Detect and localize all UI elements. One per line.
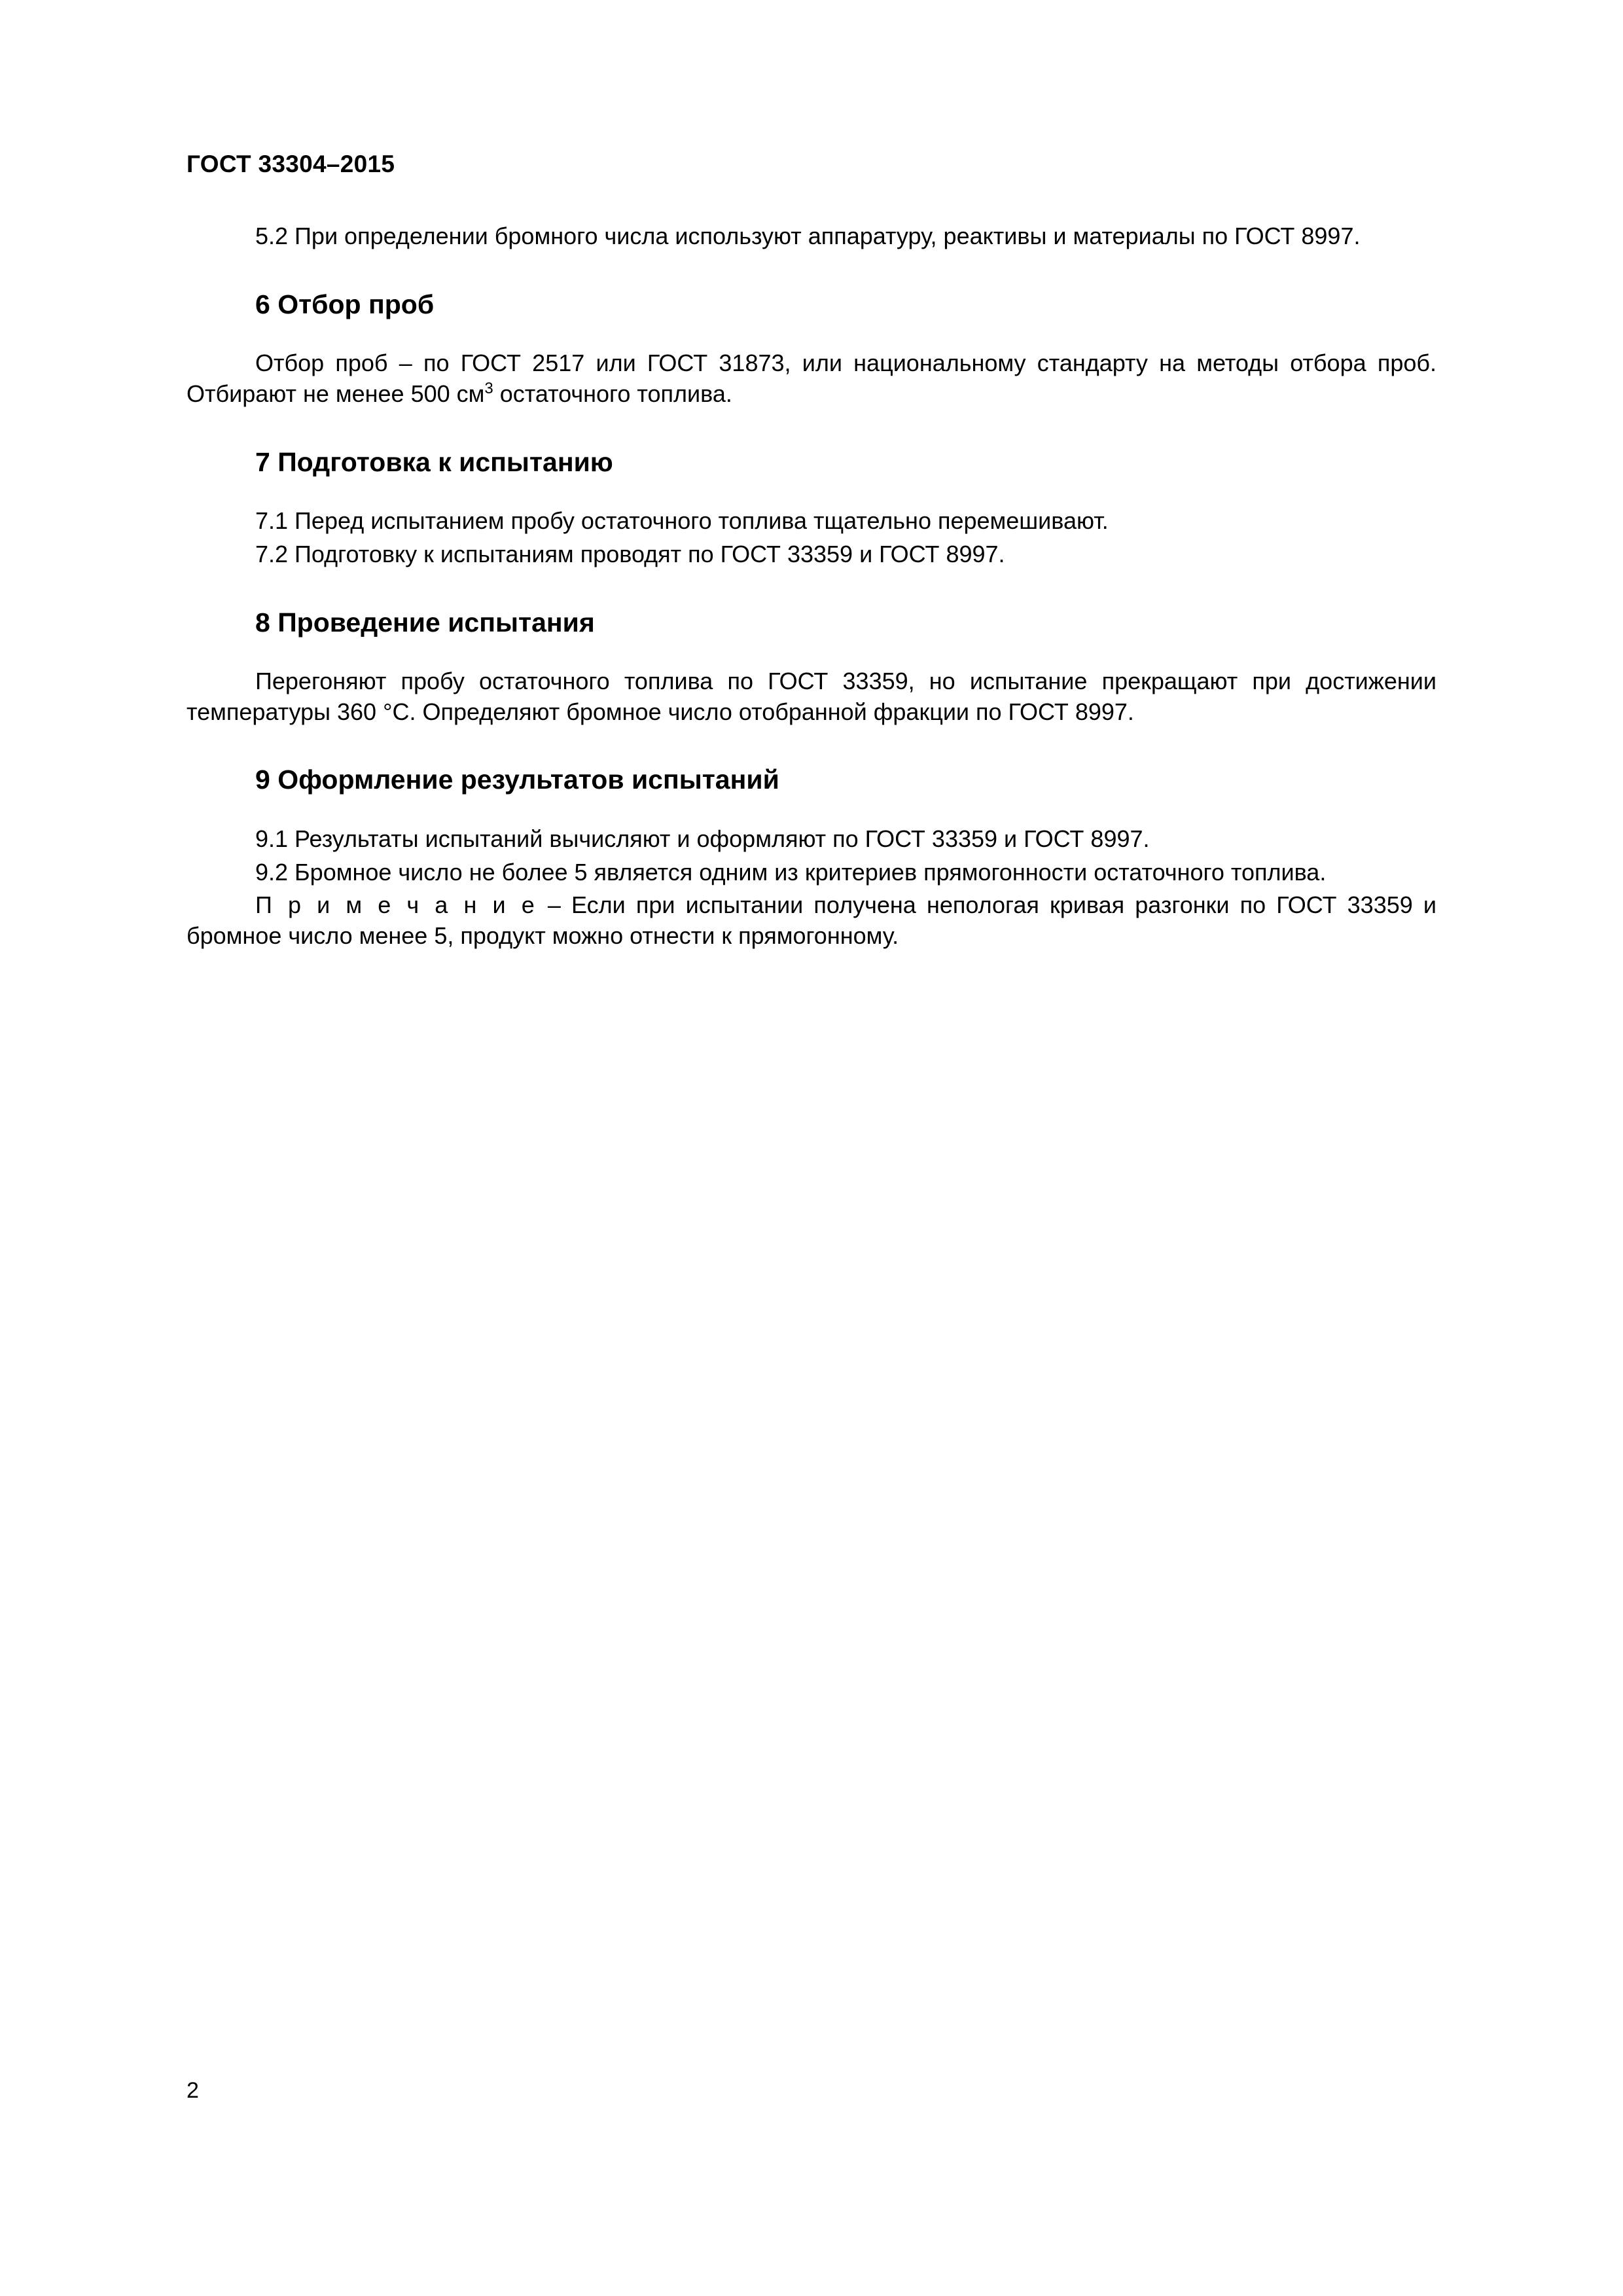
spacer xyxy=(187,322,1436,348)
heading-9-results: 9 Оформление результатов испытаний xyxy=(255,764,779,795)
paragraph-7-2: 7.2 Подготовку к испытаниям проводят по ГОСТ 33359 и ГОСТ 8997. xyxy=(255,540,1005,567)
heading-7-preparation: 7 Подготовка к испытанию xyxy=(255,446,613,477)
spacer xyxy=(187,798,1436,824)
heading-8-test-procedure: 8 Проведение испытания xyxy=(255,607,595,637)
paragraph-7-1: 7.1 Перед испытанием пробу остаточного топлива тщательно перемешивают. xyxy=(255,507,1109,534)
note-text: – Если при испытании получена непологая кривая разгонки по ГОСТ 33359 и бромное число менее 5, продукт можно отнести к прямогонному. xyxy=(187,891,1436,950)
paragraph-note xyxy=(187,890,1436,952)
heading-6-sampling: 6 Отбор проб xyxy=(255,289,435,319)
note-label: П р и м е ч а н и е xyxy=(255,891,537,919)
document-header-standard-number: ГОСТ 33304–2015 xyxy=(187,151,395,177)
paragraph-5-2: 5.2 При определении бромного числа используют аппаратуру, реактивы и материалы по ГОСТ 8997. xyxy=(255,223,1361,249)
paragraph-8-1: Перегоняют пробу остаточного топлива по ГОСТ 33359, но испытание прекращают при достижении температуры 360 °С. Определяют бромное число отобранной фракции по ГОСТ 8997. xyxy=(187,667,1436,725)
spacer xyxy=(187,570,1436,605)
paragraph-9-1: 9.1 Результаты испытаний вычисляют и оформляют по ГОСТ 33359 и ГОСТ 8997. xyxy=(255,825,1150,852)
spacer xyxy=(187,640,1436,666)
paragraph-6-text-post: остаточного топлива. xyxy=(493,380,732,407)
paragraph-9-2: 9.2 Бромное число не более 5 является одним из критериев прямогонности остаточного топлива. xyxy=(255,858,1327,886)
page-number: 2 xyxy=(187,2078,199,2103)
paragraph-6-sampling xyxy=(187,348,1436,410)
superscript-cubic: 3 xyxy=(484,379,493,397)
spacer xyxy=(187,252,1436,287)
document-body xyxy=(187,151,1436,952)
spacer xyxy=(187,410,1436,445)
spacer xyxy=(187,727,1436,762)
spacer xyxy=(187,480,1436,506)
paragraph-6-text-pre: Отбор проб – по ГОСТ 2517 или ГОСТ 31873, или национальному стандарту на методы отбора проб. Отбирают не менее 500 см xyxy=(187,350,1436,407)
